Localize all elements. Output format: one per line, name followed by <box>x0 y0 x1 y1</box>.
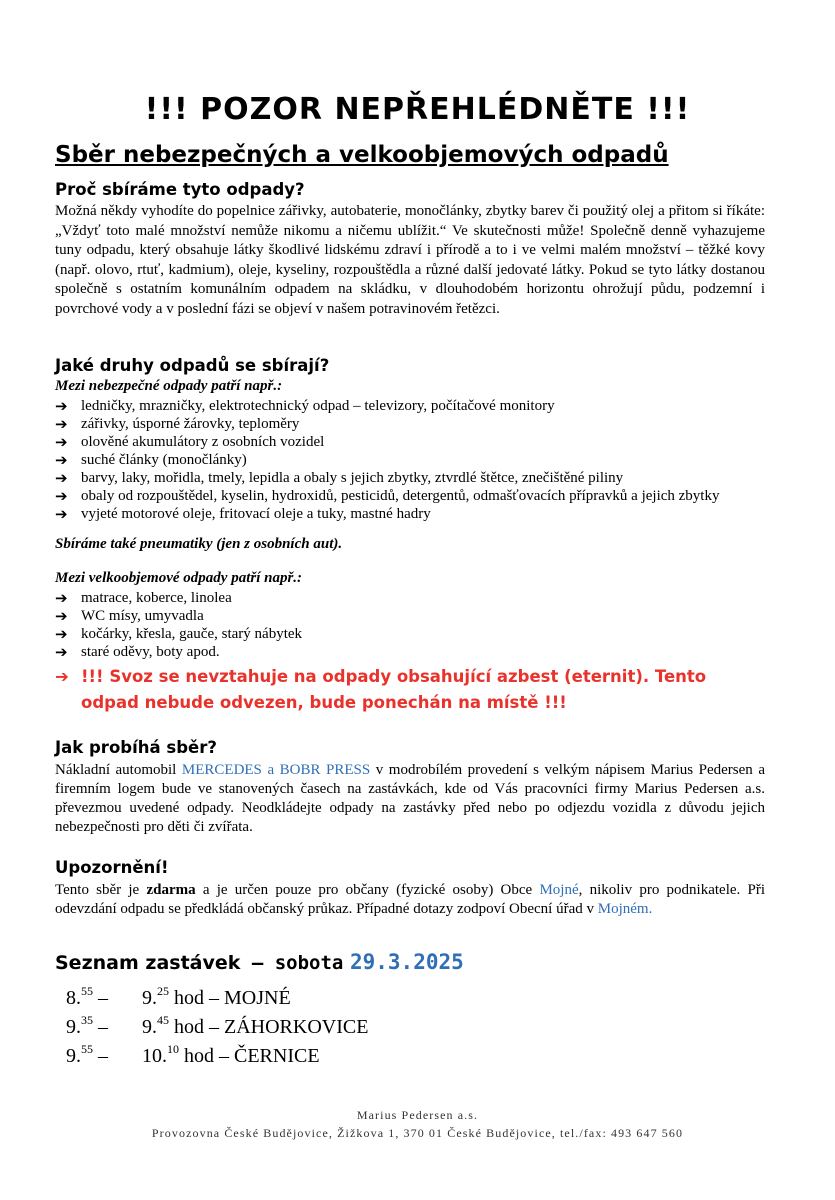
warning-line-2: odpad nebude odvezen, bude ponechán na místě !!! <box>81 693 567 712</box>
list-item: ➔ zářivky, úsporné žárovky, teploměry <box>55 415 300 433</box>
notice-paragraph: Tento sběr je zdarma a je určen pouze pro občany (fyzické osoby) Obce Mojné, nikoliv pro podnikatele. Při odevzdání odpadu se předkládá občanský průkaz. Případné dotazy zodpoví Obecní úřad v Mojném. <box>55 882 766 917</box>
arrow-right-icon: ➔ <box>55 397 68 415</box>
tires-note: Sbíráme také pneumatiky (jen z osobních aut). <box>55 536 343 552</box>
hazardous-intro: Mezi nebezpečné odpady patří např.: <box>55 378 283 394</box>
footer-address: Provozovna České Budějovice, Žižkova 1, 370 01 České Budějovice, tel./fax: 493 647 560 <box>151 1126 684 1140</box>
bulky-intro: Mezi velkoobjemové odpady patří např.: <box>55 570 303 586</box>
list-item: ➔ vyjeté motorové oleje, fritovací oleje a tuky, mastné hadry <box>55 505 431 523</box>
list-item: ➔ barvy, laky, mořidla, tmely, lepidla a obaly s jejich zbytky, ztvrdlé štětce, znečištěné piliny <box>55 469 624 487</box>
arrow-right-icon: ➔ <box>55 589 68 607</box>
list-item: ➔ obaly od rozpouštědel, kyselin, hydroxidů, pesticidů, detergentů, odmašťovacích přípravků a jejich zbytky <box>55 487 720 505</box>
list-item: ➔ staré oděvy, boty apod. <box>55 643 220 661</box>
arrow-right-icon: ➔ <box>55 415 68 433</box>
arrow-right-icon: ➔ <box>55 625 68 643</box>
bulky-list <box>55 589 302 661</box>
truck-name: MERCEDES a BOBR PRESS <box>181 762 371 778</box>
stop-row: 9.55 – 10.10 hod – ČERNICE <box>66 1042 320 1067</box>
notice-heading: Upozornění! <box>55 858 169 877</box>
free-label: zdarma <box>146 882 196 898</box>
page-title: !!! POZOR NEPŘEHLÉDNĚTE !!! <box>144 92 691 127</box>
town-name-locative: Mojném. <box>597 901 653 917</box>
list-item: ➔ suché články (monočlánky) <box>55 451 247 469</box>
warning-line-1: !!! Svoz se nevztahuje na odpady obsahující azbest (eternit). Tento <box>81 667 707 686</box>
arrow-right-icon: ➔ <box>55 433 68 451</box>
list-item: ➔ kočárky, křesla, gauče, starý nábytek <box>55 625 303 643</box>
page-subtitle: Sběr nebezpečných a velkoobjemových odpadů <box>55 142 669 168</box>
types-heading: Jaké druhy odpadů se sbírají? <box>55 356 330 375</box>
schedule-label: Seznam zastávek <box>55 952 241 974</box>
schedule-date: 29.3.2025 <box>349 950 464 974</box>
list-item: ➔ ledničky, mrazničky, elektrotechnický odpad – televizory, počítačové monitory <box>55 397 555 415</box>
stop-row: 8.55 – 9.25 hod – MOJNÉ <box>66 984 291 1009</box>
stop-row: 9.35 – 9.45 hod – ZÁHORKOVICE <box>66 1013 369 1038</box>
arrow-right-icon: ➔ <box>55 487 68 505</box>
arrow-right-icon: ➔ <box>55 607 68 625</box>
schedule-day: sobota <box>274 952 344 974</box>
arrow-right-icon: ➔ <box>55 451 68 469</box>
process-paragraph: Nákladní automobil MERCEDES a BOBR PRESS v modrobílém provedení s velkým nápisem Marius Pedersen a firemním logem bude ve stanovených časech na zastávkách, kde od Vás pracovníci firmy Marius Pedersen a.s. převezmou uvedené odpady. Neodkládejte odpady na zastávky před nebo po odjezdu vozidla z důvodu jejich nebezpečnosti pro děti či zvířata. <box>55 762 765 835</box>
arrow-right-icon: ➔ <box>55 505 68 523</box>
why-paragraph: Možná někdy vyhodíte do popelnice zářivky, autobaterie, monočlánky, zbytky barev či použitý olej a přitom si říkáte: „Vždyť toto malé množství nemůže nikomu a ničemu ublížit.“ Ve skutečnosti může! Společně denně vyhazujeme tuny odpadu, který obsahuje látky škodlivé lidskému zdraví i přírodě a to i ve velmi malém množství – těžké kovy (např. olovo, rtuť, kadmium), oleje, kyseliny, rozpouštědla a různé další jedovaté látky. Pokud se tyto látky dostanou společně s ostatním komunálním odpadem na skládku, v dlouhodobém horizontu ohrožují půdu, podzemní i povrchové vody a v poslední fázi se objeví v našem potravinovém řetězci. <box>55 203 765 317</box>
list-item: ➔ WC mísy, umyvadla <box>55 607 204 625</box>
arrow-right-icon: ➔ <box>55 667 69 686</box>
schedule-heading: Seznam zastávek – sobota 29.3.2025 <box>55 950 464 974</box>
list-item: ➔ olověné akumulátory z osobních vozidel <box>55 433 325 451</box>
hazardous-list <box>55 397 719 523</box>
town-name: Mojné <box>539 882 579 898</box>
footer-company: Marius Pedersen a.s. <box>356 1108 479 1122</box>
asbestos-warning <box>55 664 775 716</box>
why-heading: Proč sbíráme tyto odpady? <box>55 180 305 199</box>
arrow-right-icon: ➔ <box>55 469 68 487</box>
process-heading: Jak probíhá sběr? <box>55 738 217 757</box>
list-item: ➔ matrace, koberce, linolea <box>55 589 232 607</box>
arrow-right-icon: ➔ <box>55 643 68 661</box>
